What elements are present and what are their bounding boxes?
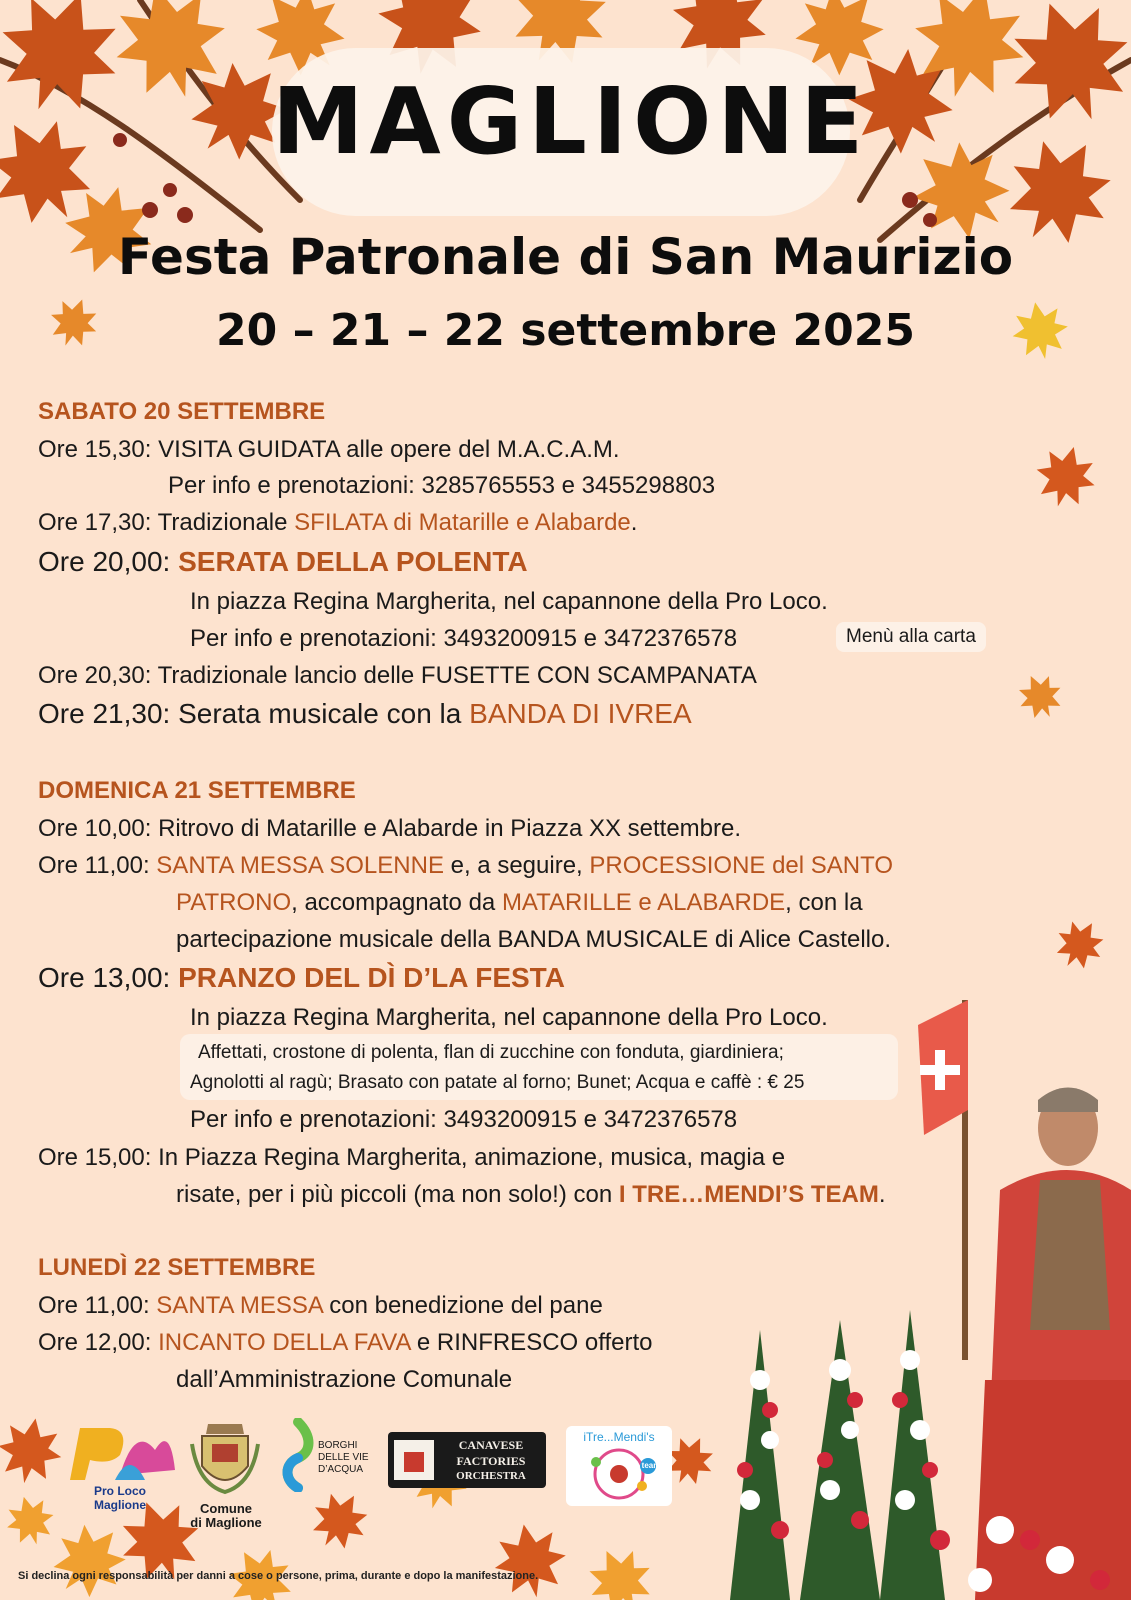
schedule-line: Ore 15,30: VISITA GUIDATA alle opere del M.A.C.A.M. [38,436,620,463]
schedule-line: Ore 10,00: Ritrovo di Matarille e Alabarde in Piazza XX settembre. [38,815,742,842]
monday-heading: LUNEDÌ 22 SETTEMBRE [38,1254,316,1281]
sunday-heading: DOMENICA 21 SETTEMBRE [38,777,356,804]
event-dates: 20 – 21 – 22 settembre 2025 [216,305,915,356]
page-title: MAGLIONE [272,68,870,175]
borghi-label: BORGHI DELLE VIE D’ACQUA [318,1440,369,1475]
schedule-line: Per info e prenotazioni: 3493200915 e 3472376578 [190,1106,738,1133]
disclaimer-text: Si declina ogni responsabilità per danni a cose o persone, prima, durante e dopo la manifestazione. [18,1570,539,1582]
borghi-logo-icon [278,1418,318,1492]
saint-statue-illustration [918,1000,1131,1600]
schedule-line: partecipazione musicale della BANDA MUSICALE di Alice Castello. [176,926,891,953]
lunch-menu-line: Affettati, crostone di polenta, flan di zucchine con fonduta, giardiniera; [198,1042,784,1063]
canavese-logo: CANAVESE FACTORIES ORCHESTRA [388,1432,546,1488]
lunch-menu-line: Agnolotti al ragù; Brasato con patate al forno; Bunet; Acqua e caffè : € 25 [190,1072,805,1093]
schedule-line: PATRONO, accompagnato da MATARILLE e ALABARDE, con la [176,889,863,916]
schedule-line: Ore 11,00: SANTA MESSA con benedizione del pane [38,1292,603,1319]
mendis-team-logo: iTre...Mendi's team [566,1426,672,1506]
schedule-line: Ore 11,00: SANTA MESSA SOLENNE e, a seguire, PROCESSIONE del SANTO [38,852,894,879]
schedule-line: Ore 15,00: In Piazza Regina Margherita, animazione, musica, magia e [38,1144,786,1171]
schedule-line: Ore 21,30: Serata musicale con la BANDA DI IVREA [38,698,692,729]
schedule-line: Ore 20,30: Tradizionale lancio delle FUSETTE CON SCAMPANATA [38,662,757,689]
schedule-line: Ore 20,00: SERATA DELLA POLENTA [38,546,528,577]
schedule-line: In piazza Regina Margherita, nel capannone della Pro Loco. [190,1004,828,1031]
event-subtitle: Festa Patronale di San Maurizio [117,228,1014,286]
schedule-line: Ore 17,30: Tradizionale SFILATA di Matarille e Alabarde. [38,509,638,536]
schedule-line: In piazza Regina Margherita, nel capannone della Pro Loco. [190,588,828,615]
schedule-line: Per info e prenotazioni: 3493200915 e 3472376578 [190,625,738,652]
schedule-line: Ore 12,00: INCANTO DELLA FAVA e RINFRESCO offerto [38,1329,653,1356]
schedule-line: dall’Amministrazione Comunale [176,1366,513,1393]
schedule-line: risate, per i più piccoli (ma non solo!) con I TRE…MENDI’S TEAM. [176,1181,886,1208]
schedule-line: Ore 13,00: PRANZO DEL DÌ D’LA FESTA [38,962,565,993]
proloco-logo [60,1420,180,1490]
comune-crest-logo [188,1414,262,1498]
proloco-label: Pro Loco Maglione [93,1484,146,1512]
saturday-heading: SABATO 20 SETTEMBRE [38,398,326,425]
schedule-line: Per info e prenotazioni: 3285765553 e 3455298803 [168,472,716,499]
menu-tag: Menù alla carta [836,622,986,652]
comune-label: Comune di Maglione [190,1501,262,1530]
